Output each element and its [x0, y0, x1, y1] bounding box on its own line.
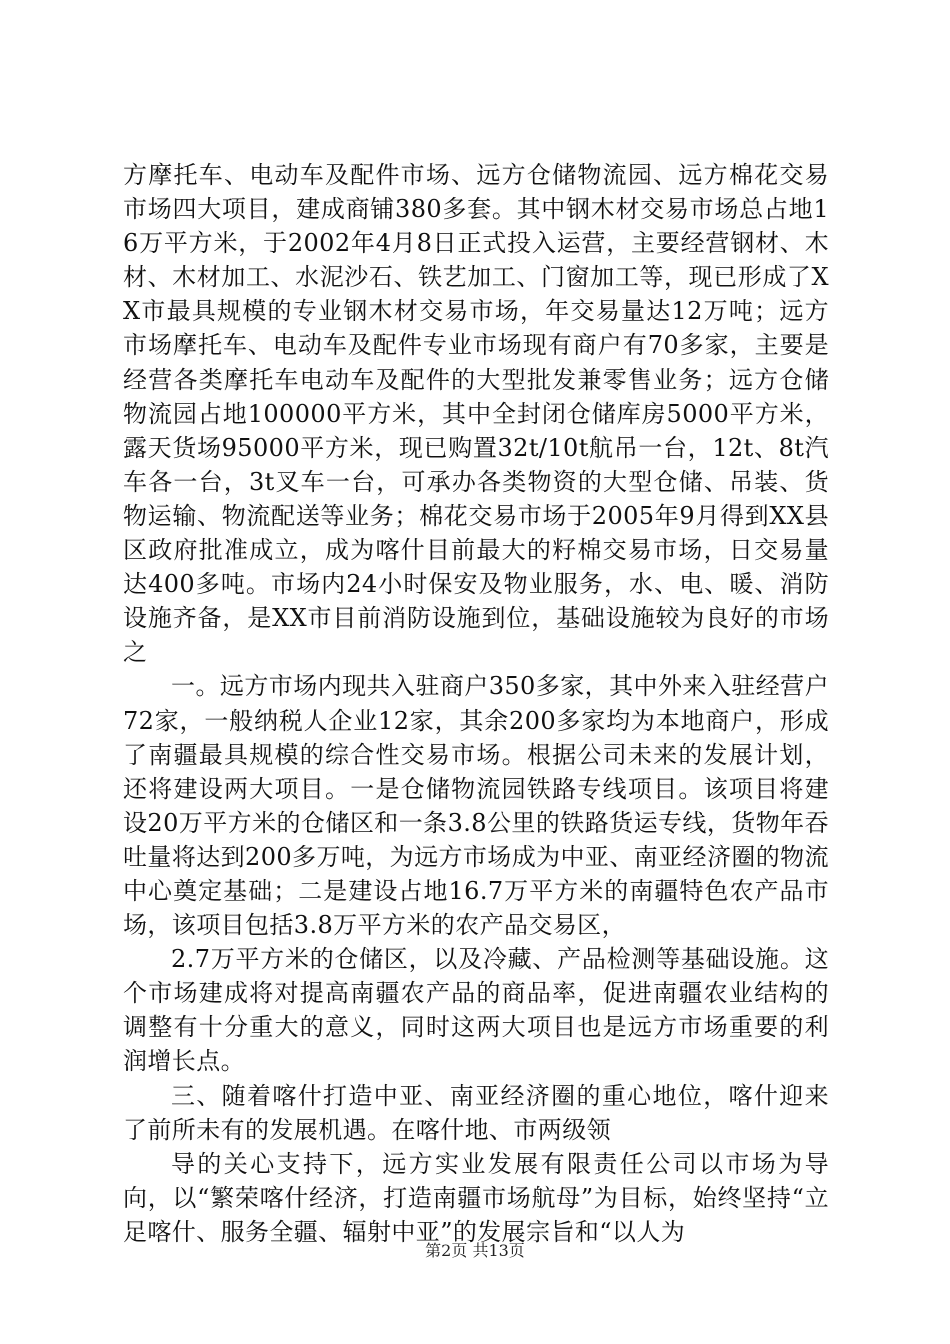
document-body [123, 158, 829, 1249]
paragraph-2: 一。远方市场内现共入驻商户350多家，其中外来入驻经营户72家，一般纳税人企业12家，其余200多家均为本地商户，形成了南疆最具规模的综合性交易市场。根据公司未来的发展计划，还将建设两大项目。一是仓储物流园铁路专线项目。该项目将建设20万平方米的仓储区和一条3.8公里的铁路货运专线，货物年吞吐量将达到200多万吨，为远方市场成为中亚、南亚经济圈的物流中心奠定基础；二是建设占地16.7万平方米的南疆特色农产品市场，该项目包括3.8万平方米的农产品交易区， [123, 672, 829, 940]
paragraph-5: 导的关心支持下，远方实业发展有限责任公司以市场为导向，以“繁荣喀什经济，打造南疆市场航母”为目标，始终坚持“立足喀什、服务全疆、辐射中亚”的发展宗旨和“以人为 [123, 1149, 829, 1246]
paragraph-4: 三、随着喀什打造中亚、南亚经济圈的重心地位，喀什迎来了前所未有的发展机遇。在喀什地、市两级领 [123, 1081, 829, 1144]
paragraph-3: 2.7万平方米的仓储区，以及冷藏、产品检测等基础设施。这个市场建成将对提高南疆农产品的商品率，促进南疆农业结构的调整有十分重大的意义，同时这两大项目也是远方市场重要的利润增长点。 [123, 945, 829, 1076]
paragraph-1: 方摩托车、电动车及配件市场、远方仓储物流园、远方棉花交易市场四大项目，建成商铺380多套。其中钢木材交易市场总占地16万平方米，于2002年4月8日正式投入运营，主要经营钢材、木材、木材加工、水泥沙石、铁艺加工、门窗加工等，现已形成了XX市最具规模的专业钢木材交易市场，年交易量达12万吨；远方市场摩托车、电动车及配件专业市场现有商户有70多家，主要是经营各类摩托车电动车及配件的大型批发兼零售业务；远方仓储物流园占地100000平方米，其中全封闭仓储库房5000平方米，露天货场95000平方米，现已购置32t/10t航吊一台，12t、8t汽车各一台，3t叉车一台，可承办各类物资的大型仓储、吊装、货物运输、物流配送等业务；棉花交易市场于2005年9月得到XX县区政府批准成立，成为喀什目前最大的籽棉交易市场，日交易量达400多吨。市场内24小时保安及物业服务，水、电、暖、消防设施齐备，是XX市目前消防设施到位，基础设施较为良好的市场之 [123, 161, 829, 667]
page-number-footer: 第2页 共13页 [425, 1241, 525, 1260]
